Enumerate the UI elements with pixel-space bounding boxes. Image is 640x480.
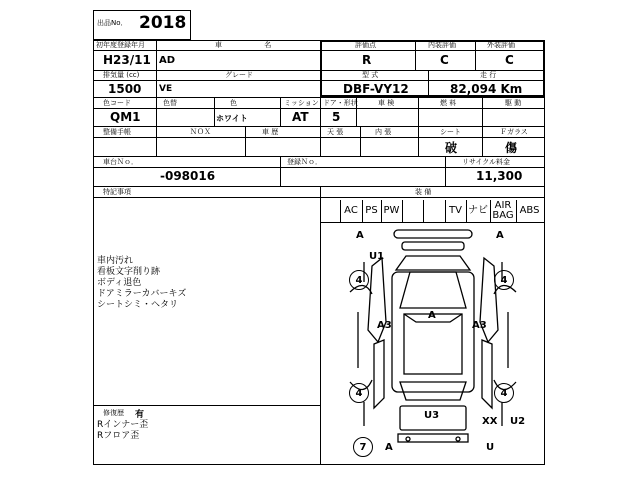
repair-line: Rフロア歪: [97, 431, 140, 441]
drive-label: 駆 動: [505, 99, 522, 107]
grade-value: VE: [159, 84, 173, 94]
seat-value: 破: [445, 141, 458, 155]
damage-mark: U3: [424, 410, 440, 421]
first-reg-label: 初年度登録年月: [96, 41, 145, 49]
tire-depth-circle: 4: [494, 270, 514, 290]
glass-value: 傷: [505, 141, 518, 155]
repair-label: 修復歴: [103, 409, 124, 417]
displacement-value: 1500: [108, 82, 142, 96]
score-label: 評価点: [355, 41, 376, 49]
lot-number-label: 出品No．: [97, 19, 128, 27]
maintenance-label: 整備手帳: [103, 128, 131, 136]
tire-depth-circle: 4: [494, 383, 514, 403]
damage-mark: A3: [472, 320, 487, 331]
equip-tv: TV: [449, 205, 462, 216]
equip-pw: PW: [383, 205, 400, 216]
car-name-value: AD: [159, 55, 176, 66]
inspection-label: 車 検: [378, 99, 395, 107]
sunroof-label: 天 張: [327, 128, 344, 136]
interior-value: C: [440, 53, 449, 67]
damage-mark: A3: [377, 320, 392, 331]
tire-depth-circle: 7: [353, 437, 373, 457]
equip-navi: ナビ: [468, 205, 488, 216]
damage-mark: A: [496, 230, 504, 241]
doors-label: ドア・形状: [323, 99, 358, 107]
note-line: シートシミ・ヘタリ: [97, 300, 179, 310]
nox-label: ＮＯＸ: [190, 128, 211, 136]
recycle-label: リサイクル料金: [462, 158, 511, 166]
repair-line: Rインナー歪: [97, 420, 149, 430]
lot-number-value: 2018: [139, 13, 187, 33]
doors-value: 5: [332, 110, 341, 124]
chassis-label: 車台Ｎｏ．: [103, 158, 138, 166]
damage-mark: A: [356, 230, 364, 241]
recycle-value: 11,300: [476, 169, 523, 183]
fuel-label: 燃 料: [440, 99, 457, 107]
color-value: ホワイト: [216, 114, 248, 123]
mileage-value: 82,094 Km: [450, 82, 523, 96]
damage-mark: A: [385, 442, 393, 453]
equip-airbag: AIR BAG: [492, 200, 514, 221]
equip-blank-1: [402, 200, 423, 222]
notes-list: [97, 256, 312, 311]
damage-mark: U: [486, 442, 495, 453]
model-label: 型 式: [362, 71, 379, 79]
damage-mark: A: [428, 310, 436, 321]
interior-label: 内装評価: [428, 41, 456, 49]
interior-top-label: 内 張: [375, 128, 392, 136]
exterior-label: 外装評価: [487, 41, 515, 49]
mileage-label: 走 行: [480, 71, 497, 79]
damage-mark: U1: [369, 251, 385, 262]
notes-header: 特記事項: [103, 188, 131, 196]
seat-label: シート: [440, 128, 461, 136]
registration-label: 登録Ｎｏ．: [287, 158, 322, 166]
mission-value: AT: [292, 110, 309, 124]
note-line: ボディ退色: [97, 278, 142, 288]
equip-ac: AC: [344, 205, 358, 216]
repair-list: [97, 420, 148, 442]
repair-value: 有: [135, 410, 145, 420]
equip-abs: ABS: [519, 205, 540, 216]
color-change-label: 色替: [163, 99, 177, 107]
model-value: DBF-VY12: [343, 82, 409, 96]
damage-mark: U2: [510, 416, 526, 427]
tire-depth-circle: 4: [349, 270, 369, 290]
exterior-value: C: [505, 53, 514, 67]
tire-depth-circle: 4: [349, 383, 369, 403]
note-line: 看板文字削り跡: [97, 267, 161, 277]
glass-label: Ｆガラス: [500, 128, 528, 136]
chassis-value: -098016: [160, 169, 216, 183]
grade-label: グレード: [225, 71, 253, 79]
mission-label: ミッション: [284, 99, 319, 107]
car-damage-diagram: [320, 222, 545, 465]
note-line: 車内汚れ: [97, 256, 134, 266]
equip-blank-2: [423, 200, 445, 222]
equip-ps: PS: [365, 205, 378, 216]
damage-mark: XX: [482, 416, 498, 427]
note-line: ドアミラーカバーキズ: [97, 289, 187, 299]
color-label: 色: [230, 99, 237, 107]
score-value: R: [362, 53, 372, 67]
displacement-label: 排気量 (cc): [103, 71, 140, 79]
first-reg-value: H23/11: [103, 53, 151, 67]
color-code-label: 色コード: [103, 99, 131, 107]
color-code-value: QM1: [110, 110, 141, 124]
history-label: 車 歴: [262, 128, 279, 136]
car-name-label: 車 名: [215, 41, 292, 49]
equipment-header: 装 備: [415, 188, 432, 196]
